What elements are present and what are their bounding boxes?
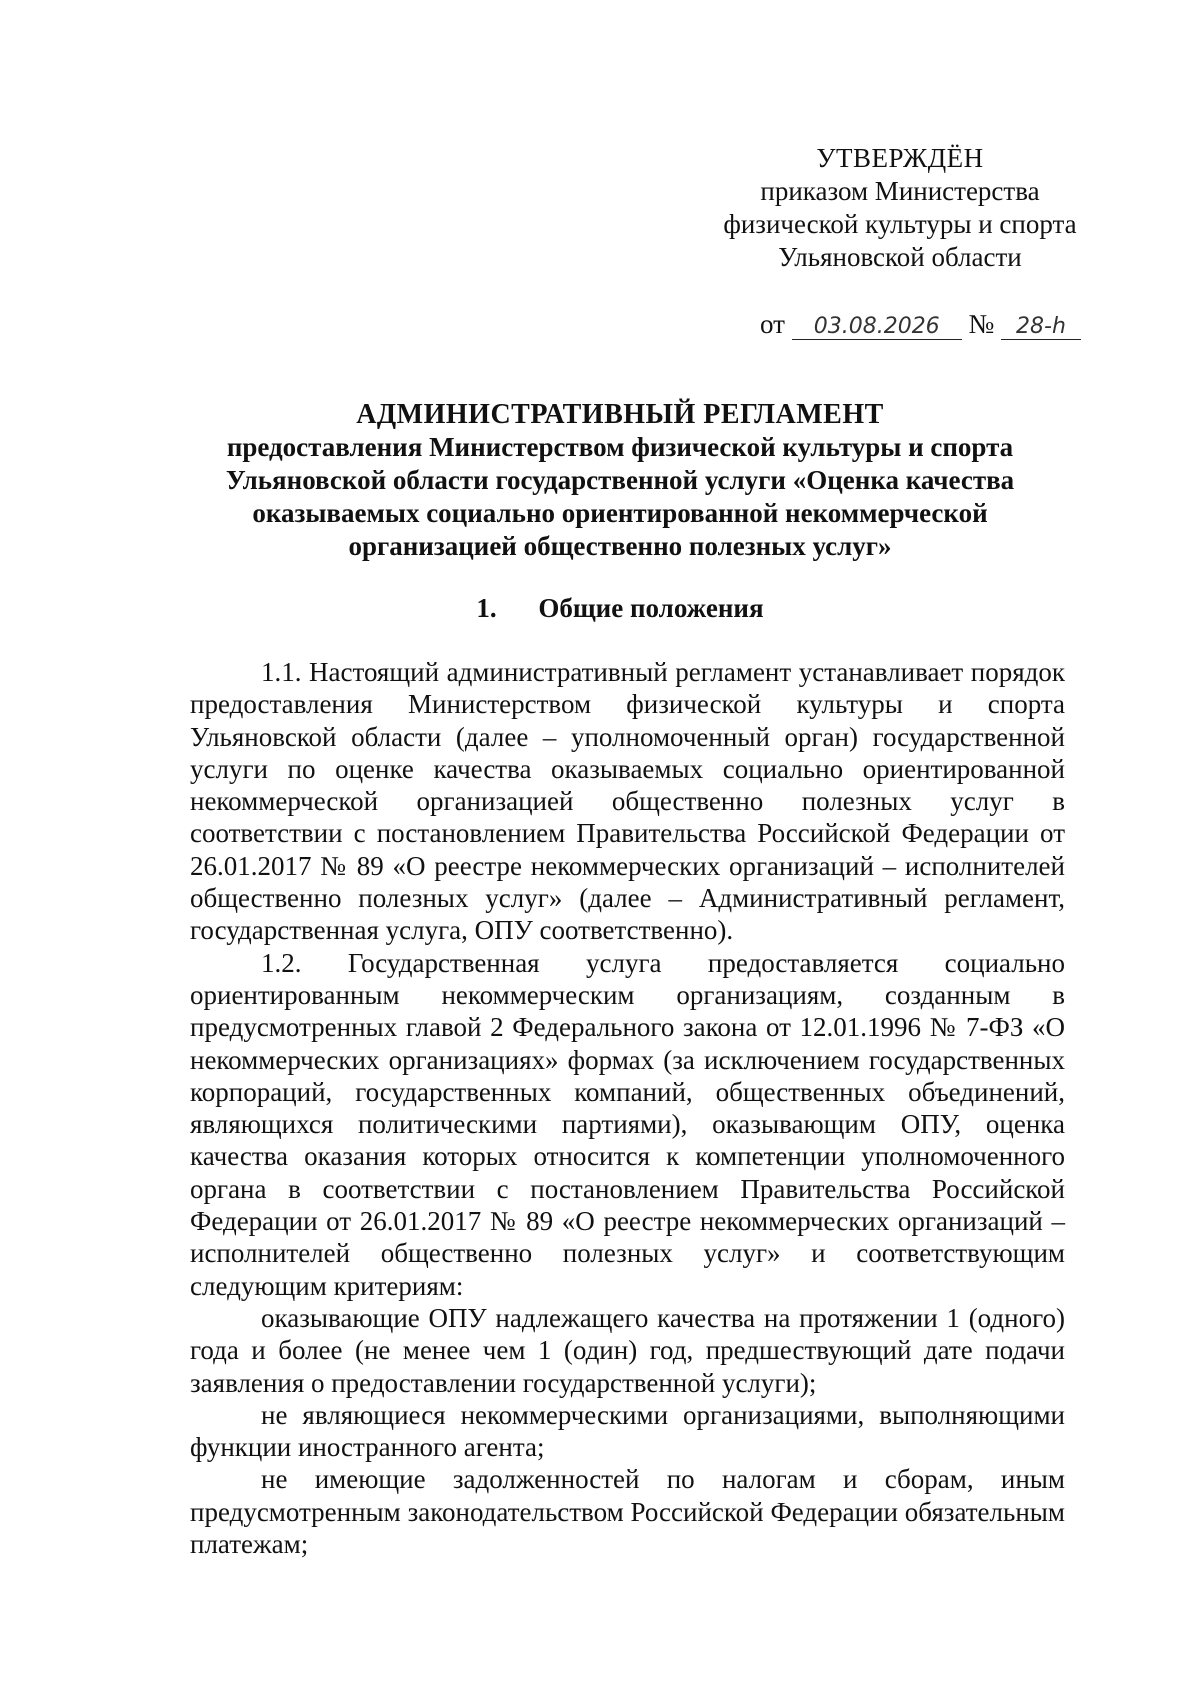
paragraph: 1.2. Государственная услуга предоставляется социально ориентированным некоммерческим организациям, созданным в предусмотренных главой 2 Федерального закона от 12.01.1996 № 7-ФЗ «О некоммерческих организациях» формах (за исключением государственных корпораций, государственных компаний, общественных объединений, являющихся политическими партиями), оказывающим ОПУ, оценка качества оказания которых относится к компетенции уполномоченного органа в соответствии с постановлением Правительства Российской Федерации от 26.01.2017 № 89 «О реестре некоммерческих организаций – исполнителей общественно полезных услуг» и соответствующим следующим критериям: [190, 947, 1065, 1301]
document-subtitle: предоставления Министерством физической культуры и спорта Ульяновской области государственной услуги «Оценка качества оказываемых социально ориентированной некоммерческой организацией общественно полезных услуг» [225, 432, 1015, 561]
approval-stamp [700, 142, 1100, 274]
order-date-handwritten: 03.08.2026 [792, 315, 962, 340]
document-body [190, 656, 1065, 1560]
paragraph: оказывающие ОПУ надлежащего качества на протяжении 1 (одного) года и более (не менее чем 1 (один) год, предшествующий дате подачи заявления о предоставлении государственной услуги); [190, 1302, 1065, 1398]
order-number-label: № [968, 309, 995, 339]
order-number-handwritten: 28-h [1001, 315, 1081, 340]
paragraph: не являющиеся некоммерческими организациями, выполняющими функции иностранного агента; [190, 1399, 1065, 1463]
approval-line: Ульяновской области [778, 242, 1022, 272]
approval-line: приказом Министерства [760, 176, 1040, 206]
paragraph: 1.1. Настоящий административный регламент устанавливает порядок предоставления Министерством физической культуры и спорта Ульяновской области (далее – уполномоченный орган) государственной услуги по оценке качества оказываемых социально ориентированной некоммерческой организацией общественно полезных услуг в соответствии с постановлением Правительства Российской Федерации от 26.01.2017 № 89 «О реестре некоммерческих организаций – исполнителей общественно полезных услуг» (далее – Административный регламент, государственная услуга, ОПУ соответственно). [190, 657, 1065, 946]
approval-title: УТВЕРЖДЁН [816, 143, 984, 173]
document-title: АДМИНИСТРАТИВНЫЙ РЕГЛАМЕНТ [356, 399, 884, 430]
paragraph: не имеющие задолженностей по налогам и сборам, иным предусмотренным законодательством Российской Федерации обязательным платежам; [190, 1464, 1065, 1560]
order-reference [760, 308, 1100, 341]
order-from-label: от [760, 309, 785, 339]
approval-line: физической культуры и спорта [723, 209, 1077, 239]
section-heading [180, 592, 1060, 625]
section-number: 1. [476, 593, 497, 623]
section-title: Общие положения [538, 593, 764, 623]
document-title-block [180, 398, 1060, 563]
